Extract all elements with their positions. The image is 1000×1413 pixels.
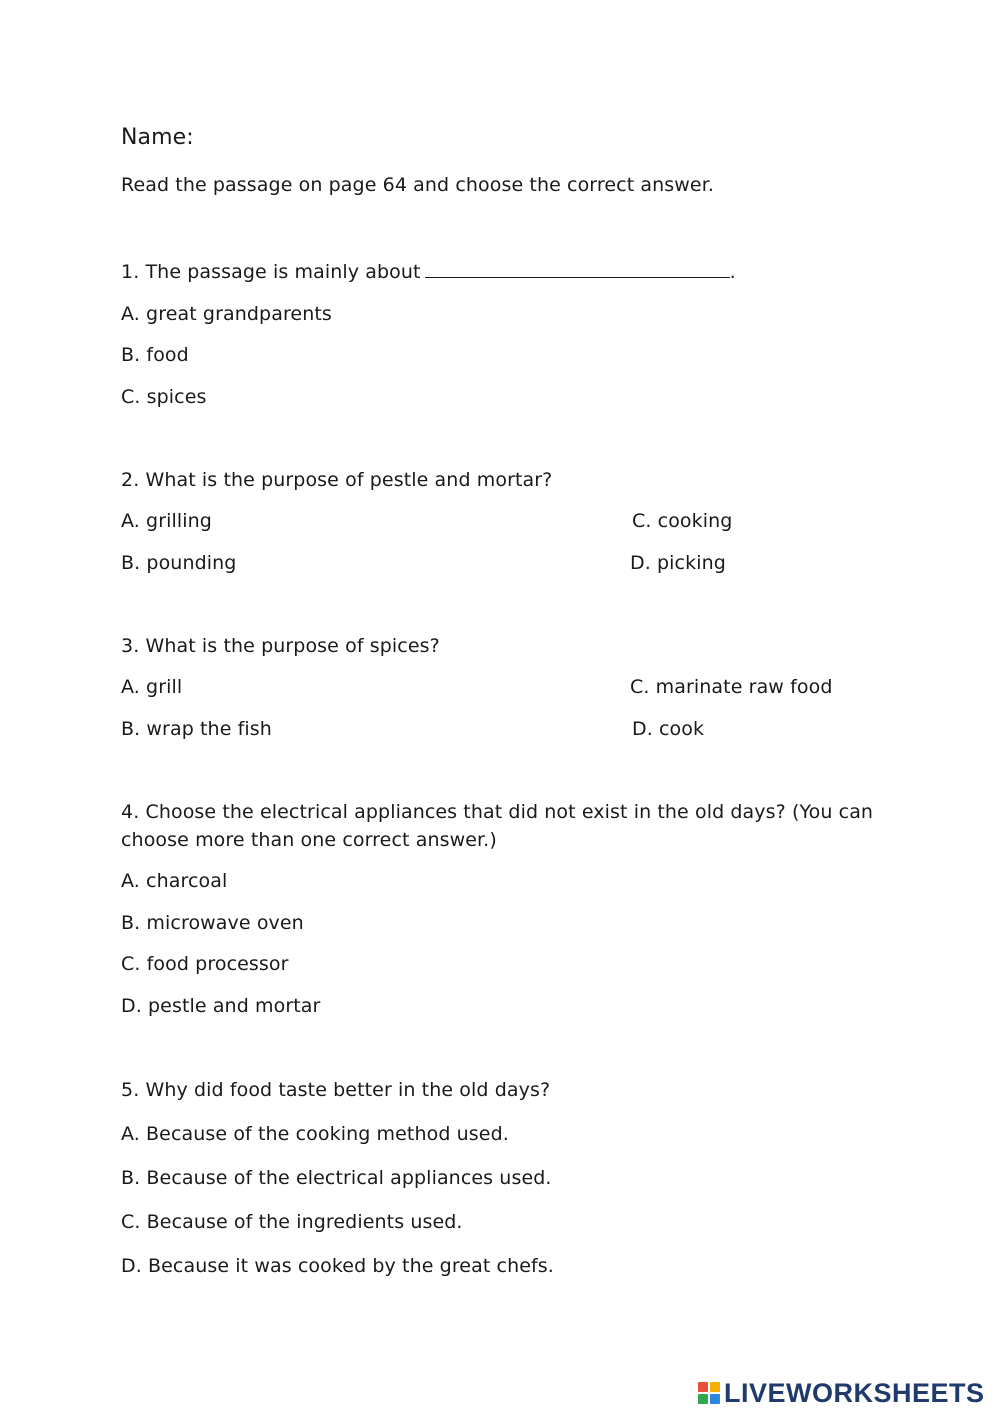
- option-3b[interactable]: B. wrap the fish: [121, 718, 272, 740]
- option-3d[interactable]: D. cook: [632, 718, 705, 740]
- question-3-stem: 3. What is the purpose of spices?: [121, 635, 440, 657]
- question-1-text: 1. The passage is mainly about: [121, 261, 421, 283]
- option-5b[interactable]: B. Because of the electrical appliances used.: [121, 1167, 552, 1189]
- logo-text: LIVEWORKSHEETS: [724, 1377, 985, 1408]
- liveworksheets-logo[interactable]: [698, 1378, 985, 1408]
- option-4c[interactable]: C. food processor: [121, 953, 289, 975]
- instructions: Read the passage on page 64 and choose the correct answer.: [121, 174, 715, 196]
- logo-square-yellow: [710, 1382, 720, 1392]
- option-3a[interactable]: A. grill: [121, 676, 183, 698]
- option-2c[interactable]: C. cooking: [632, 510, 733, 532]
- option-5c[interactable]: C. Because of the ingredients used.: [121, 1211, 463, 1233]
- option-1a[interactable]: A. great grandparents: [121, 303, 332, 325]
- question-1-stem: [121, 258, 736, 286]
- name-label: Name:: [121, 125, 194, 150]
- option-5d[interactable]: D. Because it was cooked by the great chefs.: [121, 1255, 554, 1277]
- logo-square-red: [698, 1382, 708, 1392]
- option-4a[interactable]: A. charcoal: [121, 870, 228, 892]
- logo-square-green: [698, 1394, 708, 1404]
- option-2a[interactable]: A. grilling: [121, 510, 212, 532]
- question-5-stem: 5. Why did food taste better in the old days?: [121, 1079, 551, 1101]
- option-1c[interactable]: C. spices: [121, 386, 207, 408]
- option-4b[interactable]: B. microwave oven: [121, 912, 304, 934]
- option-1b[interactable]: B. food: [121, 344, 189, 366]
- question-4-stem: 4. Choose the electrical appliances that did not exist in the old days? (You can choose more than one correct answer.): [121, 801, 874, 851]
- liveworksheets-logo-icon: [698, 1382, 720, 1404]
- option-4d[interactable]: D. pestle and mortar: [121, 995, 321, 1017]
- option-3c[interactable]: C. marinate raw food: [630, 676, 833, 698]
- question-1-end: .: [729, 261, 736, 283]
- answer-blank[interactable]: [425, 259, 730, 278]
- option-5a[interactable]: A. Because of the cooking method used.: [121, 1123, 509, 1145]
- logo-square-blue: [710, 1394, 720, 1404]
- question-2-stem: 2. What is the purpose of pestle and mortar?: [121, 469, 553, 491]
- option-2d[interactable]: D. picking: [630, 552, 726, 574]
- option-2b[interactable]: B. pounding: [121, 552, 237, 574]
